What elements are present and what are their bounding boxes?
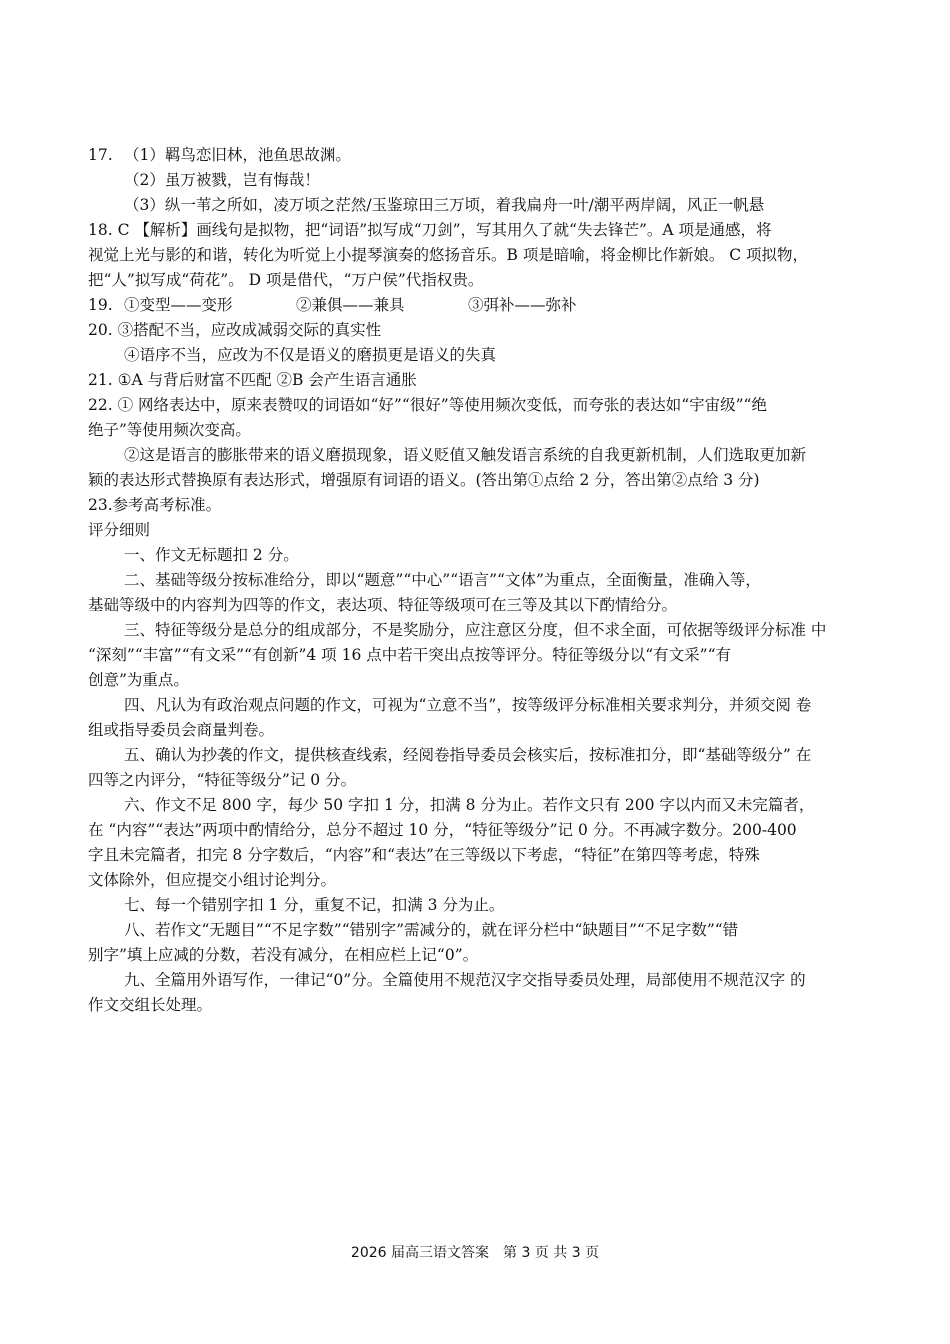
rule-3: [88, 618, 864, 693]
q20-line-2: ④语序不当，应改为不仅是语义的磨损更是语义的失真: [124, 346, 497, 364]
rule-6: [88, 793, 864, 893]
rule-line: 创意”为重点。: [88, 671, 189, 689]
rule-line: 二、基础等级分按标准给分，即以“题意”“中心”“语言”“文体”为重点，全面衡量，准确入等，: [124, 571, 761, 589]
rule-line: 在 “内容”“表达”两项中酌情给分，总分不超过 10 分，“特征等级分”记 0 分。不再减字数分。200-400: [88, 821, 797, 839]
answer-content: [88, 143, 864, 1018]
rule-line: 别字”填上应减的分数，若没有减分，在相应栏上记“0”。: [88, 946, 479, 964]
q17-answer-2: （2）虽万被戮，岂有悔哉！: [124, 171, 320, 189]
rule-4: [88, 693, 864, 743]
q19-line: [88, 293, 864, 318]
q22-line-3: ②这是语言的膨胀带来的语义磨损现象，语义贬值又触发语言系统的自我更新机制，人们选取更加新: [124, 446, 807, 464]
q19-item-2: ②兼俱——兼具: [296, 296, 405, 314]
q22-line-2: 绝子”等使用频次变高。: [88, 421, 251, 439]
rule-2: [88, 568, 864, 618]
rule-line: 三、特征等级分是总分的组成部分，不是奖励分，应注意区分度，但不求全面，可依据等级评分标准 中: [124, 621, 827, 639]
rule-9: [88, 968, 864, 1018]
rule-line: 一、作文无标题扣 2 分。: [124, 546, 299, 564]
q19-item-1: ①变型——变形: [124, 296, 233, 314]
q23-line: 23.参考高考标准。: [88, 496, 222, 514]
rule-line: 七、每一个错别字扣 1 分，重复不记，扣满 3 分为止。: [124, 896, 505, 914]
q20-line-1: 20. ③搭配不当，应改成减弱交际的真实性: [88, 321, 382, 339]
rule-5: [88, 743, 864, 793]
rule-line: 作文交组长处理。: [88, 996, 213, 1014]
q17-answer-1: （1）羁鸟恋旧林，池鱼思故渊。: [124, 146, 351, 164]
q18-line-2: 视觉上光与影的和谐，转化为听觉上小提琴演奏的悠扬音乐。B 项是暗喻，将金柳比作新娘。 C 项拟物，: [88, 246, 809, 264]
rule-line: “深刻”“丰富”“有文采”“有创新”4 项 16 点中若干突出点按等评分。特征等级分以“有文采”“有: [88, 646, 732, 664]
rule-line: 五、确认为抄袭的作文，提供核查线索，经阅卷指导委员会核实后，按标准扣分，即“基础等级分” 在: [124, 746, 812, 764]
rule-line: 六、作文不足 800 字，每少 50 字扣 1 分，扣满 8 分为止。若作文只有 200 字以内而又未完篇者，: [124, 796, 815, 814]
q17-answer-3: （3）纵一苇之所如，凌万顷之茫然/玉鉴琼田三万顷，着我扁舟一叶/潮平两岸阔，风正一帆悬: [124, 196, 765, 214]
rule-8: [88, 918, 864, 968]
q22-line-4: 颖的表达形式替换原有表达形式，增强原有词语的语义。(答出第①点给 2 分，答出第②点给 3 分): [88, 471, 760, 489]
q19-number: 19.: [88, 296, 113, 314]
rule-line: 四、凡认为有政治观点问题的作文，可视为“立意不当”，按等级评分标准相关要求判分，并须交阅 卷: [124, 696, 812, 714]
rule-line: 基础等级中的内容判为四等的作文，表达项、特征等级项可在三等及其以下酌情给分。: [88, 596, 678, 614]
rule-line: 四等之内评分，“特征等级分”记 0 分。: [88, 771, 357, 789]
q22-line-1: 22. ① 网络表达中，原来表赞叹的词语如“好”“很好”等使用频次变低，而夸张的表达如“宇宙级”“绝: [88, 396, 767, 414]
rule-line: 九、全篇用外语写作，一律记“0”分。全篇使用不规范汉字交指导委员处理，局部使用不规范汉字 的: [124, 971, 806, 989]
page-footer: 2026 届高三语文答案 第 3 页 共 3 页: [350, 1245, 600, 1261]
rule-1: [88, 543, 864, 568]
q18-line-1: 18. C 【解析】画线句是拟物，把“词语”拟写成“刀剑”，写其用久了就“失去锋芒”。A 项是通感，将: [88, 221, 772, 239]
rubric-title: 评分细则: [88, 521, 151, 539]
q21-line: 21. ①A 与背后财富不匹配 ②B 会产生语言通胀: [88, 371, 417, 389]
q17-number: 17.: [88, 146, 113, 164]
rule-line: 文体除外，但应提交小组讨论判分。: [88, 871, 337, 889]
rule-line: 八、若作文“无题目”“不足字数”“错别字”需减分的，就在评分栏中“缺题目”“不足字数”“错: [124, 921, 739, 939]
q18-line-3: 把“人”拟写成“荷花”。 D 项是借代，“万户侯”代指权贵。: [88, 271, 484, 289]
rule-line: 组或指导委员会商量判卷。: [88, 721, 275, 739]
rule-line: 字且未完篇者，扣完 8 分字数后，“内容”和“表达”在三等级以下考虑，“特征”在第四等考虑，特殊: [88, 846, 760, 864]
q19-item-3: ③弭补——弥补: [468, 296, 577, 314]
q17-line-1: [88, 143, 864, 168]
rule-7: [88, 893, 864, 918]
